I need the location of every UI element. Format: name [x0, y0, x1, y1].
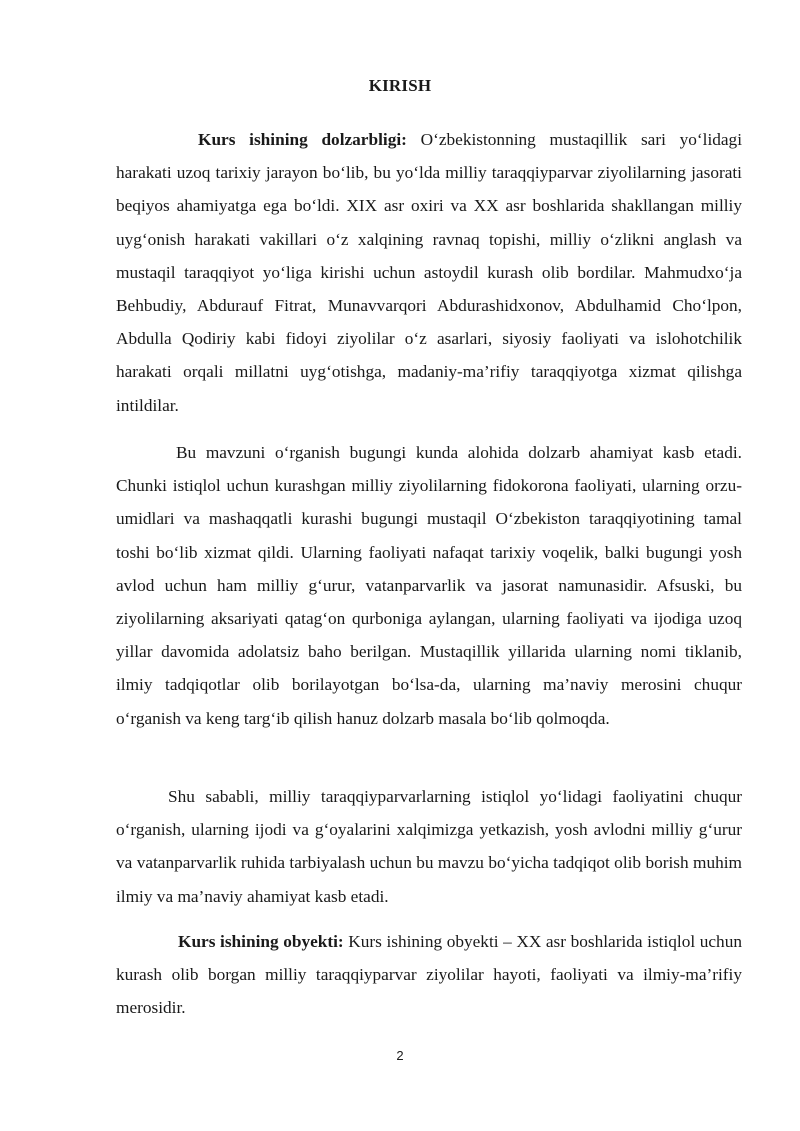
paragraph-text-object: Kurs ishining obyekti – XX asr boshlarida istiqlol uchun kurash olib borgan milliy taraqqiyparvar ziyolilar hayoti, faoliyati va ilmiy-ma’rifiy merosidir. [116, 932, 742, 1018]
paragraph-lead-object: Kurs ishining obyekti: [178, 932, 344, 951]
section-heading: KIRISH [368, 76, 432, 95]
page-number: 2 [396, 1048, 404, 1063]
paragraph-importance [116, 436, 742, 735]
paragraph-object [116, 925, 742, 1025]
paragraph-text-relevance: O‘zbekistonning mustaqillik sari yo‘lidagi harakati uzoq tarixiy jarayon bo‘lib, bu yo‘lda milliy taraqqiyparvar ziyolilarning jasorati beqiyos ahamiyatga ega bo‘ldi. XIX asr oxiri va XX asr boshlarida shakllangan milliy uyg‘onish harakati vakillari o‘z xalqining ravnaq topishi, milliy o‘zlikni anglash va mustaqil taraqqiyot yo‘liga kirishi uchun astoydil kurash olib bordilar. Mahmudxo‘ja Behbudiy, Abdurauf Fitrat, Munavvarqori Abdurashidxonov, Abdulhamid Cho‘lpon, Abdulla Qodiriy kabi fidoyi ziyolilar o‘z asarlari, siyosiy faoliyati va islohotchilik harakati orqali millatni uyg‘otishga, madaniy-ma’rifiy taraqqiyotga xizmat qilishga intildilar. [116, 130, 742, 415]
paragraph-text-conclusion: Shu sababli, milliy taraqqiyparvarlarning istiqlol yo‘lidagi faoliyatini chuqur o‘rganish, ularning ijodi va g‘oyalarini xalqimizga yetkazish, yosh avlodni milliy g‘urur va vatanparvarlik ruhida tarbiyalash uchun bu mavzu bo‘yicha tadqiqot olib borish muhim ilmiy va ma’naviy ahamiyat kasb etadi. [116, 787, 742, 906]
paragraph-conclusion [116, 780, 742, 913]
paragraph-relevance [116, 123, 742, 422]
paragraph-text-importance: Bu mavzuni o‘rganish bugungi kunda alohida dolzarb ahamiyat kasb etadi. Chunki istiqlol uchun kurashgan milliy ziyolilarning fidokorona faoliyati, ularning orzu-umidlari va mashaqqatli kurashi bugungi mustaqil O‘zbekiston taraqqiyotining tamal toshi bo‘lib xizmat qildi. Ularning faoliyati nafaqat tarixiy voqelik, balki bugungi yosh avlod uchun ham milliy g‘urur, vatanparvarlik va jasorat namunasidir. Afsuski, bu ziyolilarning aksariyati qatag‘on qurboniga aylangan, ularning faoliyati va ijodiga uzoq yillar davomida adolatsiz baho berilgan. Mustaqillik yillarida ularning nomi tiklanib, ilmiy tadqiqotlar olib borilayotgan bo‘lsa-da, ularning ma’naviy merosini chuqur o‘rganish va keng targ‘ib qilish hanuz dolzarb masala bo‘lib qolmoqda. [116, 443, 742, 728]
paragraph-lead-relevance: Kurs ishining dolzarbligi: [198, 130, 407, 149]
